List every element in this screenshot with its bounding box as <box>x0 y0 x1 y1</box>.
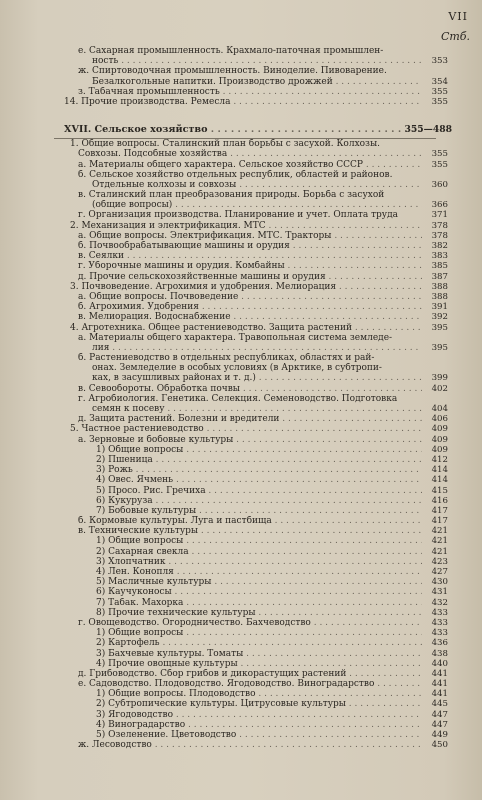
section-heading <box>0 121 482 138</box>
toc-entry-title: д. Защита растений. Болезни и вредители . . . <box>78 414 422 424</box>
toc-entry <box>0 149 482 159</box>
toc-entry-title: 1) Общие вопросы . . . <box>96 628 422 638</box>
toc-entry <box>0 231 482 241</box>
toc-entry-page: 355 <box>431 159 448 170</box>
toc-entry-title: Отдельные колхозы и совхозы . . . <box>92 180 422 190</box>
toc-entry <box>0 720 482 730</box>
toc-entry-title: в. Технические культуры . . . <box>78 526 422 536</box>
toc-entry-title: г. Организация производства. Планирование и учет. Оплата труда <box>78 210 399 221</box>
toc-entry-page: 433 <box>431 628 448 639</box>
toc-entry-page: 433 <box>431 617 448 628</box>
toc-entry <box>0 486 482 496</box>
toc-entry <box>0 598 482 608</box>
toc-entry <box>0 475 482 485</box>
toc-entry-page: 391 <box>431 302 448 313</box>
toc-entry-page: 430 <box>431 577 448 588</box>
toc-entry <box>0 200 482 210</box>
toc-entry-page: 438 <box>431 648 448 659</box>
toc-entry-title: 8) Прочие технические культуры . . . <box>96 608 422 618</box>
toc-entry-page: 447 <box>431 719 448 730</box>
toc-entry-title: 6) Каучуконосы . . . <box>96 587 422 597</box>
page-number-roman: VII <box>448 10 468 23</box>
toc-entry-title: 5) Озеленение. Цветоводство . . . <box>96 730 422 740</box>
toc-entry-page: 355—488 <box>404 124 452 136</box>
toc-entry-page: 449 <box>431 730 448 740</box>
toc-entry <box>0 618 482 628</box>
toc-entry <box>0 414 482 424</box>
toc-entry-title: г. Агробиология. Генетика. Селекция. Семеноводство. Подготовка <box>78 393 398 404</box>
toc-entry-title: 2) Пшеница . . . <box>96 455 422 465</box>
toc-entry <box>0 66 482 76</box>
toc-entry-page: 409 <box>431 434 448 445</box>
toc-entry-page: 450 <box>431 740 448 751</box>
toc-entry-title: 1. Общие вопросы. Сталинский план борьбы с засухой. Колхозы. <box>70 139 380 150</box>
toc-entry-title: а. Общие вопросы. Электрификация. МТС. Тракторы . . . <box>78 231 422 241</box>
toc-entry-page: 421 <box>431 536 448 547</box>
toc-entry-title: 3) Ягодоводство . . . <box>96 710 422 720</box>
table-of-contents <box>0 46 482 750</box>
toc-entry <box>0 740 482 750</box>
toc-entry-title: г. Уборочные машины и орудия. Комбайны . . . <box>78 261 422 271</box>
toc-entry <box>0 97 482 107</box>
toc-entry-title: 6) Кукуруза . . . <box>96 496 422 506</box>
toc-entry <box>0 394 482 404</box>
toc-entry-page: 423 <box>431 556 448 567</box>
toc-entry-page: 412 <box>431 454 448 465</box>
toc-entry-title: в. Сеялки . . . <box>78 251 422 261</box>
toc-entry-page: 432 <box>431 597 448 608</box>
toc-entry-page: 445 <box>431 699 448 710</box>
toc-entry-title: е. Садоводство. Плодоводство. Ягодоводство. Виноградарство . . . <box>78 679 422 689</box>
toc-entry-page: 355 <box>431 96 448 107</box>
toc-entry-page: 431 <box>431 587 448 598</box>
toc-entry-title: а. Материалы общего характера. Травопольная система земледе- <box>78 332 393 343</box>
toc-entry-title: е. Сахарная промышленность. Крахмало-паточная промышлен- <box>78 46 384 56</box>
toc-entry-page: 354 <box>431 76 448 87</box>
toc-entry-page: 353 <box>431 56 448 67</box>
toc-entry-title: 1) Общие вопросы . . . <box>96 445 422 455</box>
toc-entry <box>0 465 482 475</box>
toc-entry <box>0 669 482 679</box>
toc-entry-page: 436 <box>431 638 448 649</box>
toc-entry-title: семян к посеву . . . <box>92 404 422 414</box>
toc-entry-title: 1) Общие вопросы . . . <box>96 536 422 546</box>
toc-entry-page: 441 <box>431 689 448 700</box>
toc-entry-page: 409 <box>431 424 448 435</box>
toc-entry-page: 417 <box>431 505 448 516</box>
toc-entry-title: 2) Субтропические культуры. Цитрусовые культуры . . . <box>96 699 422 709</box>
toc-entry <box>0 557 482 567</box>
toc-entry-title: 2. Механизация и электрификация. МТС . . . <box>70 221 422 231</box>
toc-entry-title: 7) Бобовые культуры . . . <box>96 506 422 516</box>
toc-entry <box>0 516 482 526</box>
toc-entry <box>0 689 482 699</box>
toc-entry-page: 417 <box>431 516 448 527</box>
toc-entry <box>0 567 482 577</box>
toc-entry-title: 3. Почвоведение. Агрохимия и удобрения. Мелиорация . . . <box>70 282 422 292</box>
toc-entry <box>0 251 482 261</box>
toc-entry-title: 5) Просо. Рис. Гречиха . . . <box>96 486 422 496</box>
toc-entry <box>0 282 482 292</box>
toc-entry-title: ж. Лесоводство . . . <box>78 740 422 750</box>
toc-entry <box>0 699 482 709</box>
toc-entry <box>0 445 482 455</box>
toc-entry <box>0 333 482 343</box>
toc-entry-title: 4) Прочие овощные культуры . . . <box>96 659 422 669</box>
toc-entry-page: 395 <box>431 342 448 353</box>
toc-entry-page: 416 <box>431 495 448 506</box>
toc-entry-title: 5) Масличные культуры . . . <box>96 577 422 587</box>
toc-entry <box>0 649 482 659</box>
toc-entry-title: ж. Спиртоводочная промышленность. Виноделие. Пивоварение. <box>78 66 387 77</box>
toc-entry-title: б. Агрохимия. Удобрения . . . <box>78 302 422 312</box>
toc-entry-page: 447 <box>431 709 448 720</box>
toc-entry <box>0 577 482 587</box>
toc-entry-title: 14. Прочие производства. Ремесла . . . <box>64 97 422 107</box>
toc-entry <box>0 608 482 618</box>
toc-entry-title: а. Материалы общего характера. Сельское хозяйство СССР . . . <box>78 160 422 170</box>
toc-entry-title: лия . . . <box>92 343 422 353</box>
toc-entry-page: 404 <box>431 404 448 414</box>
toc-entry-page: 371 <box>431 210 448 221</box>
toc-entry-page: 414 <box>431 475 448 486</box>
toc-entry-title: 1) Общие вопросы. Плодоводство . . . <box>96 689 422 699</box>
toc-entry-title: 4) Лен. Конопля . . . <box>96 567 422 577</box>
toc-entry <box>0 272 482 282</box>
toc-entry-title: Безалкогольные напитки. Производство дрожжей . . . <box>92 77 422 87</box>
toc-entry <box>0 56 482 66</box>
toc-entry-title: 5. Частное растениеводство . . . <box>70 424 422 434</box>
toc-entry <box>0 139 482 149</box>
toc-entry-page: 421 <box>431 546 448 557</box>
toc-entry-title: XVII. Сельское хозяйство . . . <box>64 121 422 138</box>
toc-entry <box>0 496 482 506</box>
toc-entry-page: 402 <box>431 383 448 394</box>
toc-entry-page: 441 <box>431 668 448 679</box>
toc-entry <box>0 435 482 445</box>
toc-entry <box>0 628 482 638</box>
toc-entry-page: 392 <box>431 312 448 323</box>
toc-entry-page: 355 <box>431 86 448 97</box>
toc-entry-page: 409 <box>431 444 448 455</box>
toc-entry-page: 421 <box>431 526 448 537</box>
toc-entry-page: 366 <box>431 200 448 211</box>
toc-entry-page: 433 <box>431 607 448 618</box>
toc-entry-title: ность . . . <box>92 56 422 66</box>
toc-entry-title: д. Прочие сельскохозяйственные машины и орудия . . . <box>78 272 422 282</box>
toc-entry-title: 4) Овес. Ячмень . . . <box>96 475 422 485</box>
toc-entry <box>0 292 482 302</box>
toc-entry-title: 4) Виноградарство . . . <box>96 720 422 730</box>
toc-entry <box>0 170 482 180</box>
toc-entry <box>0 302 482 312</box>
toc-entry-title: в. Мелиорация. Водоснабжение . . . <box>78 312 422 322</box>
toc-entry-title: в. Сталинский план преобразования природы. Борьба с засухой <box>78 190 385 201</box>
toc-entry <box>0 659 482 669</box>
toc-entry-page: 388 <box>431 291 448 302</box>
toc-entry <box>0 587 482 597</box>
toc-entry-title: з. Табачная промышленность . . . <box>78 87 422 97</box>
column-abbreviation: Стб. <box>440 30 470 43</box>
toc-entry-title: б. Сельское хозяйство отдельных республик, областей и районов. <box>78 169 393 180</box>
toc-entry <box>0 547 482 557</box>
toc-entry <box>0 180 482 190</box>
toc-entry-title: а. Общие вопросы. Почвоведение . . . <box>78 292 422 302</box>
toc-entry-title: д. Грибоводство. Сбор грибов и дикорастущих растений . . . <box>78 669 422 679</box>
toc-entry <box>0 241 482 251</box>
toc-entry-title: б. Кормовые культуры. Луга и пастбища . . . <box>78 516 422 526</box>
toc-entry <box>0 455 482 465</box>
toc-entry-page: 415 <box>431 485 448 496</box>
toc-entry-page: 383 <box>431 251 448 262</box>
toc-entry <box>0 384 482 394</box>
toc-entry <box>0 160 482 170</box>
toc-entry <box>0 323 482 333</box>
toc-entry-page: 388 <box>431 281 448 292</box>
toc-entry-page: 395 <box>431 322 448 333</box>
toc-entry-title: (общие вопросы) . . . <box>92 200 422 210</box>
toc-entry <box>0 404 482 414</box>
toc-entry-page: 360 <box>431 179 448 190</box>
toc-entry <box>0 424 482 434</box>
toc-entry-page: 385 <box>431 261 448 272</box>
toc-entry-title: а. Зерновые и бобовые культуры . . . <box>78 435 422 445</box>
toc-entry-page: 399 <box>431 373 448 384</box>
toc-entry <box>0 190 482 200</box>
toc-entry-title: 3) Рожь . . . <box>96 465 422 475</box>
toc-entry-title: онах. Земледелие в особых условиях (в Арктике, в субтропи- <box>92 363 382 374</box>
toc-entry <box>0 77 482 87</box>
section-gap <box>0 107 482 121</box>
toc-entry-title: б. Растениеводство в отдельных республиках, областях и рай- <box>78 353 375 364</box>
toc-entry-page: 382 <box>431 241 448 251</box>
toc-entry <box>0 730 482 740</box>
toc-entry <box>0 679 482 689</box>
toc-entry-title: 3) Хлопчатник . . . <box>96 557 422 567</box>
toc-entry <box>0 506 482 516</box>
toc-entry <box>0 638 482 648</box>
toc-entry <box>0 710 482 720</box>
toc-entry-title: в. Севообороты. Обработка почвы . . . <box>78 384 422 394</box>
toc-entry-title: б. Почвообрабатывающие машины и орудия . . . <box>78 241 422 251</box>
toc-entry <box>0 210 482 220</box>
toc-entry-page: 378 <box>431 230 448 241</box>
toc-entry-title: 7) Табак. Махорка . . . <box>96 598 422 608</box>
toc-entry-title: 2) Картофель . . . <box>96 638 422 648</box>
toc-entry-page: 440 <box>431 658 448 669</box>
toc-entry <box>0 221 482 231</box>
toc-entry-page: 378 <box>431 220 448 231</box>
toc-entry <box>0 46 482 56</box>
toc-entry <box>0 363 482 373</box>
toc-entry-page: 387 <box>431 271 448 282</box>
toc-entry-title: 2) Сахарная свекла . . . <box>96 547 422 557</box>
toc-entry <box>0 261 482 271</box>
toc-entry <box>0 373 482 383</box>
toc-entry-title: ках, в засушливых районах и т. д.) . . . <box>92 373 422 383</box>
toc-entry-page: 355 <box>431 149 448 160</box>
toc-entry-page: 427 <box>431 567 448 577</box>
toc-entry-title: 3) Бахчевые культуры. Томаты . . . <box>96 649 422 659</box>
toc-entry-page: 441 <box>431 679 448 690</box>
toc-entry-title: 4. Агротехника. Общее растениеводство. Защита растений . . . <box>70 323 422 333</box>
toc-entry <box>0 87 482 97</box>
toc-entry <box>0 353 482 363</box>
toc-entry <box>0 312 482 322</box>
toc-entry-page: 406 <box>431 414 448 425</box>
toc-entry-title: Совхозы. Подсобные хозяйства . . . <box>78 149 422 159</box>
toc-entry-title: г. Овощеводство. Огородничество. Бахчеводство . . . <box>78 618 422 628</box>
toc-entry <box>0 526 482 536</box>
toc-entry <box>0 343 482 353</box>
toc-entry <box>0 536 482 546</box>
toc-entry-page: 414 <box>431 465 448 476</box>
